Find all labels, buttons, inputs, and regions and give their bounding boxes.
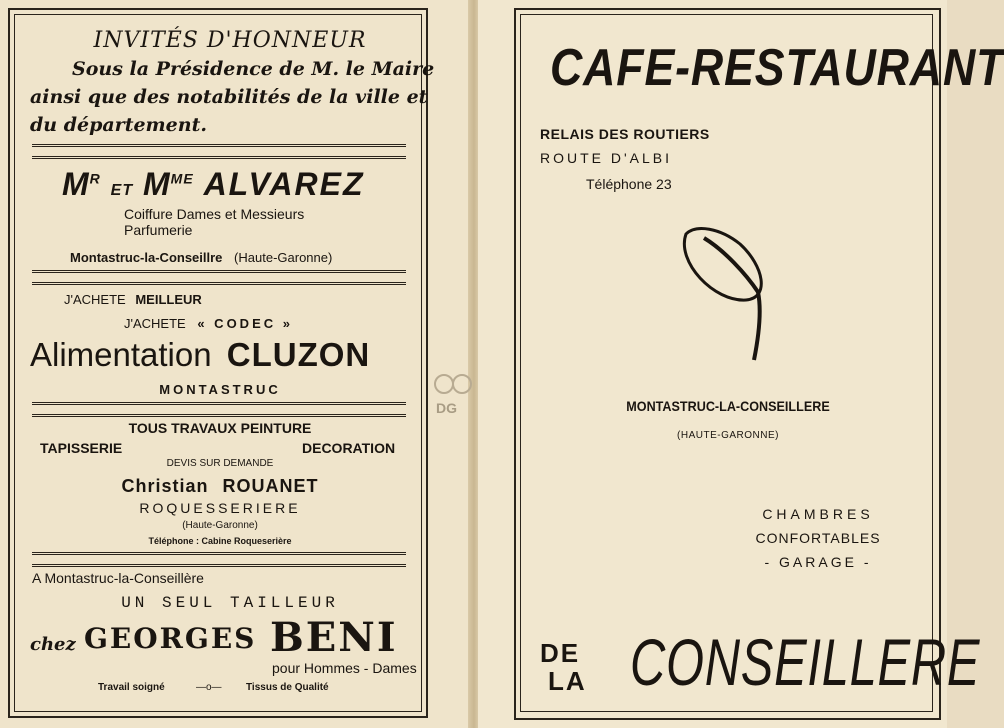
rouanet-region: (Haute-Garonne) bbox=[182, 520, 258, 531]
cluzon-line-2b: « CODEC » bbox=[197, 316, 293, 331]
garage-label: - GARAGE - bbox=[764, 554, 872, 570]
devis-label: DEVIS SUR DEMANDE bbox=[166, 458, 274, 469]
mme-sup: ME bbox=[170, 170, 194, 187]
la-label: LA bbox=[548, 666, 587, 696]
conseillere-title: CONSEILLERE bbox=[630, 625, 981, 699]
divider bbox=[32, 144, 406, 159]
chambres-label: CHAMBRES bbox=[762, 506, 874, 522]
mr-abbrev: M bbox=[62, 166, 90, 202]
beni-town: A Montastruc-la-Conseillère bbox=[32, 570, 204, 586]
beni-tailleur: UN SEUL TAILLEUR bbox=[121, 594, 339, 612]
de-label: DE bbox=[540, 638, 581, 668]
phone-label: Téléphone 23 bbox=[586, 176, 672, 192]
alvarez-region: (Haute-Garonne) bbox=[234, 250, 333, 265]
beni-sep: —o— bbox=[196, 682, 222, 693]
tapisserie-label: TAPISSERIE bbox=[40, 440, 123, 456]
beni-last-name: BENI bbox=[270, 614, 398, 661]
divider bbox=[32, 402, 406, 417]
invites-line-1: Sous la Présidence de M. le Maire bbox=[72, 58, 435, 80]
rouanet-first: Christian bbox=[121, 476, 209, 496]
et-label: ET bbox=[110, 182, 134, 199]
route-label: ROUTE D'ALBI bbox=[540, 150, 673, 166]
cluzon-line-2 bbox=[124, 316, 293, 331]
town-label: MONTASTRUC-LA-CONSEILLERE bbox=[626, 398, 830, 414]
region-label: (HAUTE-GARONNE) bbox=[677, 430, 779, 441]
beni-work: Travail soigné bbox=[98, 682, 165, 693]
alimentation-label: Alimentation bbox=[30, 336, 212, 373]
beni-first-name: GEORGES bbox=[84, 622, 257, 655]
alvarez-heading bbox=[62, 166, 365, 203]
invites-title: INVITÉS D'HONNEUR bbox=[93, 28, 367, 53]
alvarez-town: Montastruc-la-Conseillre bbox=[70, 250, 223, 265]
invites-line-3: du département. bbox=[30, 114, 207, 136]
right-page bbox=[478, 0, 1004, 728]
cluzon-name: CLUZON bbox=[226, 336, 371, 373]
invites-line-2: ainsi que des notabilités de la ville et bbox=[30, 86, 428, 108]
cluzon-line-1b: MEILLEUR bbox=[135, 292, 202, 307]
rouanet-town: ROQUESSERIERE bbox=[139, 500, 301, 516]
cluzon-line-1 bbox=[64, 292, 202, 307]
divider bbox=[32, 270, 406, 285]
alvarez-line-1: Coiffure Dames et Messieurs bbox=[124, 206, 305, 222]
watermark-initials: DG bbox=[436, 400, 457, 416]
cluzon-heading bbox=[30, 336, 370, 374]
rouanet-name bbox=[40, 476, 400, 497]
q-logo-icon bbox=[674, 222, 784, 367]
watermark-logo bbox=[430, 372, 476, 418]
beni-for: pour Hommes - Dames bbox=[272, 660, 417, 676]
beni-chez: chez bbox=[30, 634, 76, 655]
decoration-label: DECORATION bbox=[302, 440, 396, 456]
mme-abbrev: M bbox=[143, 166, 171, 202]
rouanet-line-1: TOUS TRAVAUX PEINTURE bbox=[128, 420, 312, 436]
rouanet-last: ROUANET bbox=[222, 476, 319, 496]
cluzon-line-1a: J'ACHETE bbox=[64, 292, 126, 307]
alvarez-line-2: Parfumerie bbox=[124, 222, 193, 238]
cafe-restaurant-title: CAFE-RESTAURANT bbox=[550, 39, 1004, 97]
alvarez-address bbox=[70, 250, 332, 265]
mr-sup: R bbox=[89, 170, 101, 187]
left-page bbox=[0, 0, 470, 728]
beni-tissus: Tissus de Qualité bbox=[246, 682, 329, 693]
cluzon-town: MONTASTRUC bbox=[159, 382, 281, 397]
divider bbox=[32, 552, 406, 567]
alvarez-name: ALVAREZ bbox=[203, 166, 365, 202]
cluzon-line-2a: J'ACHETE bbox=[124, 316, 186, 331]
rouanet-phone: Téléphone : Cabine Roqueserière bbox=[148, 536, 292, 546]
confortables-label: CONFORTABLES bbox=[755, 530, 881, 546]
relais-label: RELAIS DES ROUTIERS bbox=[540, 126, 710, 142]
